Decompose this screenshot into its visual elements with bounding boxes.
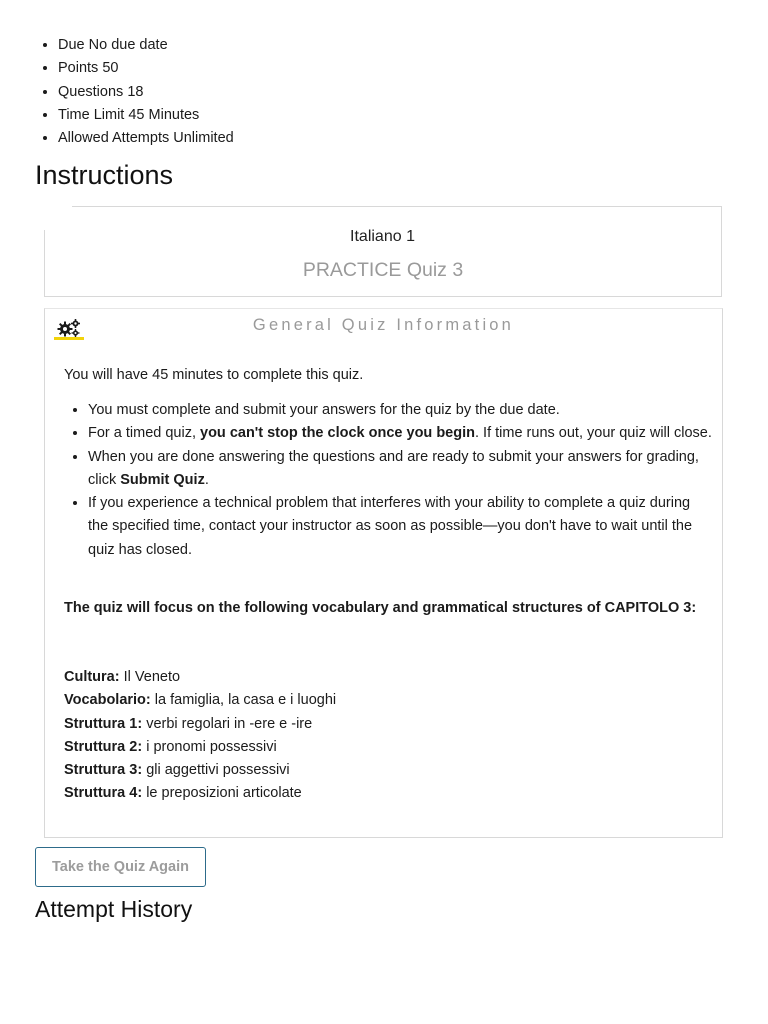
course-title: Italiano 1 [350, 228, 415, 245]
detail-time-limit: • Time Limit 45 Minutes [58, 104, 234, 127]
quiz-title: PRACTICE Quiz 3 [302, 259, 464, 281]
take-quiz-again-button[interactable]: Take the Quiz Again [35, 847, 206, 887]
rule-item: • If you experience a technical problem that interferes with your ability to complete a quiz during the specified time, contact your instructor as soon as possible—you don't have to wait until the quiz has closed. [88, 492, 714, 562]
focus-statement: The quiz will focus on the following vocabulary and grammatical structures of CAPITOLO 3: [64, 600, 697, 616]
topic-item: Struttura 1: verbi regolari in -ere e -ire [64, 715, 313, 732]
attempt-history-heading: Attempt History [35, 896, 193, 922]
topic-item: Vocabolario: la famiglia, la casa e i luoghi [64, 692, 337, 709]
topic-item: Cultura: Il Veneto [64, 669, 181, 685]
rule-item: • You must complete and submit your answers for the quiz by the due date. [88, 399, 714, 422]
detail-questions: • Questions 18 [58, 81, 234, 104]
instructions-heading: Instructions [35, 160, 174, 190]
detail-due: • Due No due date [58, 34, 234, 57]
topic-list [64, 666, 336, 806]
quiz-rules-list [64, 399, 714, 562]
rule-item: • When you are done answering the questions and are ready to submit your answers for grading, click Submit Quiz. [88, 446, 714, 493]
info-card-heading: General Quiz Information [252, 316, 515, 334]
topic-item: Struttura 2: i pronomi possessivi [64, 738, 277, 755]
quiz-header-card [44, 206, 722, 297]
detail-allowed-attempts: • Allowed Attempts Unlimited [58, 127, 234, 150]
detail-points: • Points 50 [58, 57, 234, 80]
quiz-details-list [36, 34, 234, 150]
topic-item: Struttura 3: gli aggettivi possessivi [64, 762, 290, 779]
topic-item: Struttura 4: le preposizioni articolate [64, 785, 302, 802]
card-border-top [72, 206, 721, 207]
time-intro: You will have 45 minutes to complete this quiz. [64, 367, 364, 383]
rule-item: • For a timed quiz, you can't stop the clock once you begin. If time runs out, your quiz will close. [88, 422, 714, 445]
